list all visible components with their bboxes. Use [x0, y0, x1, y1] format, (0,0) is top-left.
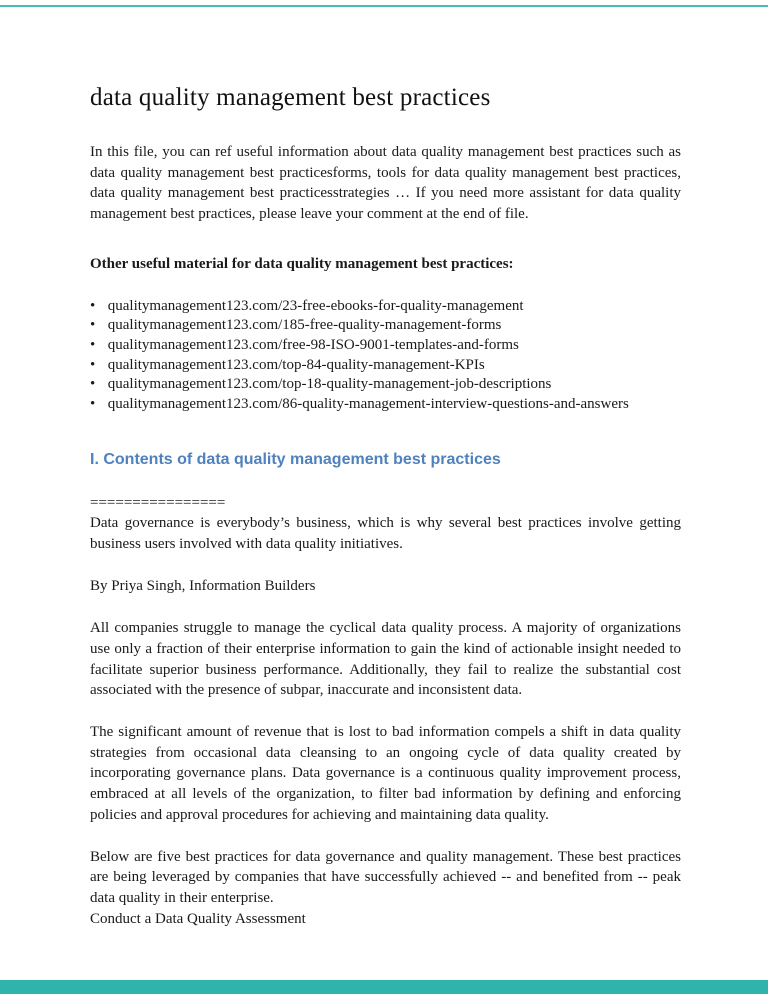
bullet-icon: • [90, 337, 96, 354]
other-material-heading: Other useful material for data quality management best practices: [90, 255, 514, 272]
bullet-icon: • [90, 356, 96, 373]
page-title: data quality management best practices [90, 84, 491, 111]
revenue-paragraph: The significant amount of revenue that is lost to bad information compels a shift in data quality strategies from occasional data cleansing to an ongoing cycle of data quality created by incorporating governance plans. Data governance is a continuous quality improvement process, embraced at all levels of the organization, to filter bad information by defining and enforcing policies and approval procedures for achieving and maintaining data quality. [90, 724, 681, 823]
link-text: qualitymanagement123.com/23-free-ebooks-for-quality-management [107, 297, 524, 314]
link-list [90, 297, 681, 415]
bottom-accent-bar [0, 980, 768, 994]
bullet-icon: • [90, 376, 96, 393]
below-paragraph: Below are five best practices for data governance and quality management. These best practices are being leveraged by companies that have successfully achieved -- and benefited from -- peak data quality in their enterprise. [90, 848, 681, 906]
byline: By Priya Singh, Information Builders [90, 577, 316, 594]
list-item [90, 395, 681, 415]
list-item [90, 375, 681, 395]
intro-paragraph: In this file, you can ref useful information about data quality management best practices such as data quality management best practicesforms, tools for data quality management best practices, data quality management best practicesstrategies … If you need more assistant for data quality management best practices, please leave your comment at the end of file. [90, 144, 681, 223]
bullet-icon: • [90, 395, 96, 412]
bullet-icon: • [90, 297, 96, 314]
link-text: qualitymanagement123.com/free-98-ISO-9001-templates-and-forms [107, 337, 519, 354]
section-heading-contents: I. Contents of data quality management best practices [90, 450, 501, 468]
governance-paragraph: Data governance is everybody’s business, which is why several best practices involve getting business users involved with data quality initiatives. [90, 515, 681, 552]
struggle-paragraph: All companies struggle to manage the cyclical data quality process. A majority of organizations use only a fraction of their enterprise information to gain the kind of actionable insight needed to facilitate superior business performance. Additionally, they fail to realize the substantial cost associated with the presence of subpar, inaccurate and inconsistent data. [90, 620, 681, 699]
list-item [90, 336, 681, 356]
conduct-assessment-line: Conduct a Data Quality Assessment [90, 910, 306, 927]
list-item [90, 297, 681, 317]
list-item [90, 356, 681, 376]
divider-text: ================ [90, 494, 226, 511]
bullet-icon: • [90, 317, 96, 334]
link-text: qualitymanagement123.com/top-18-quality-management-job-descriptions [107, 376, 552, 393]
list-item [90, 316, 681, 336]
link-text: qualitymanagement123.com/185-free-quality-management-forms [107, 317, 502, 334]
link-text: qualitymanagement123.com/top-84-quality-management-KPIs [107, 356, 485, 373]
link-text: qualitymanagement123.com/86-quality-management-interview-questions-and-answers [107, 395, 629, 412]
